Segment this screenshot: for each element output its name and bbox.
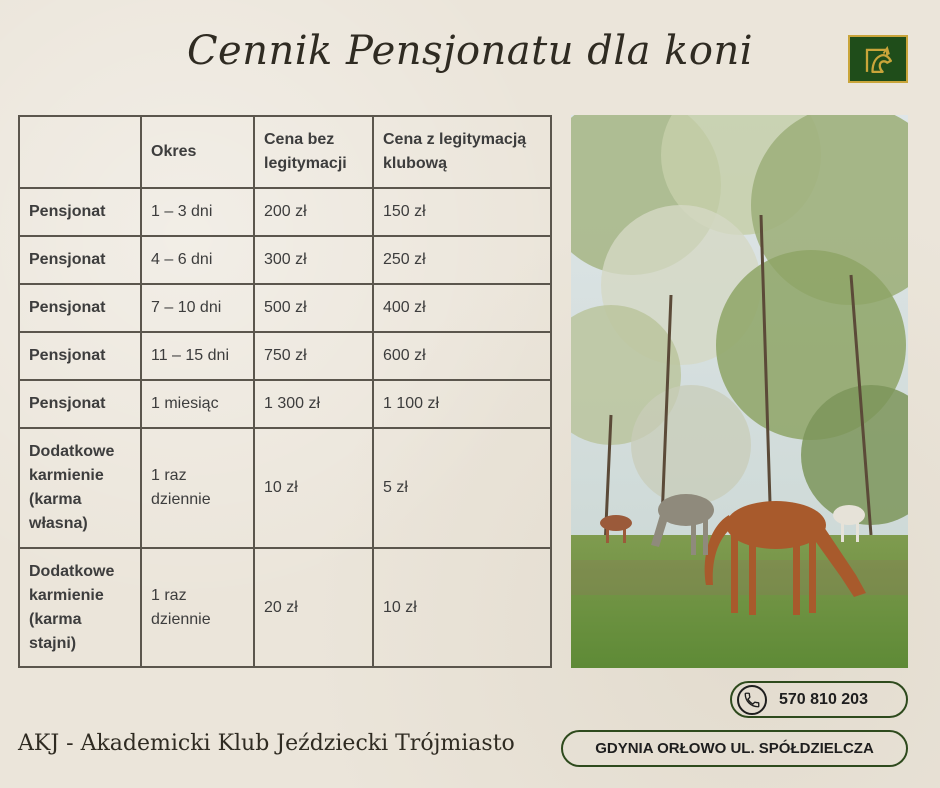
row-type: Pensjonat [19,380,141,428]
row-price-no-card: 750 zł [254,332,373,380]
address-pill [561,730,908,767]
row-price-no-card: 200 zł [254,188,373,236]
row-price-card: 150 zł [373,188,551,236]
row-type: Pensjonat [19,188,141,236]
row-price-card: 600 zł [373,332,551,380]
table-row [19,380,551,428]
table-row [19,332,551,380]
club-name: AKJ - Akademicki Klub Jeździecki Trójmiasto [18,731,515,756]
row-type: Dodatkowe karmienie (karma własna) [19,428,141,548]
row-price-card: 250 zł [373,236,551,284]
table-row [19,284,551,332]
row-price-no-card: 300 zł [254,236,373,284]
row-price-card: 400 zł [373,284,551,332]
header-cell-price-no-card: Cena bez legitymacji [254,116,373,188]
table-row [19,236,551,284]
header-cell-period: Okres [141,116,254,188]
row-period: 4 – 6 dni [141,236,254,284]
table-row [19,188,551,236]
page-title: Cennik Pensjonatu dla koni [186,28,754,74]
horse-head-logo-icon [848,35,908,83]
phone-icon [737,685,767,715]
row-type: Pensjonat [19,236,141,284]
table-header-row [19,116,551,188]
row-price-no-card: 20 zł [254,548,373,667]
row-price-no-card: 1 300 zł [254,380,373,428]
row-period: 1 raz dziennie [141,548,254,667]
horses-pasture-photo [571,115,908,668]
row-price-no-card: 10 zł [254,428,373,548]
address-text: GDYNIA ORŁOWO UL. SPÓŁDZIELCZA [595,740,874,757]
row-price-no-card: 500 zł [254,284,373,332]
row-type: Pensjonat [19,332,141,380]
table-row [19,548,551,667]
row-price-card: 10 zł [373,548,551,667]
row-period: 1 miesiąc [141,380,254,428]
row-type: Pensjonat [19,284,141,332]
phone-number: 570 810 203 [779,690,868,708]
row-period: 7 – 10 dni [141,284,254,332]
row-type: Dodatkowe karmienie (karma stajni) [19,548,141,667]
row-period: 1 raz dziennie [141,428,254,548]
price-table [18,115,552,668]
row-period: 11 – 15 dni [141,332,254,380]
header-cell-price-card: Cena z legitymacją klubową [373,116,551,188]
row-period: 1 – 3 dni [141,188,254,236]
phone-pill[interactable] [730,681,908,718]
row-price-card: 1 100 zł [373,380,551,428]
header-cell-empty [19,116,141,188]
table-row [19,428,551,548]
row-price-card: 5 zł [373,428,551,548]
